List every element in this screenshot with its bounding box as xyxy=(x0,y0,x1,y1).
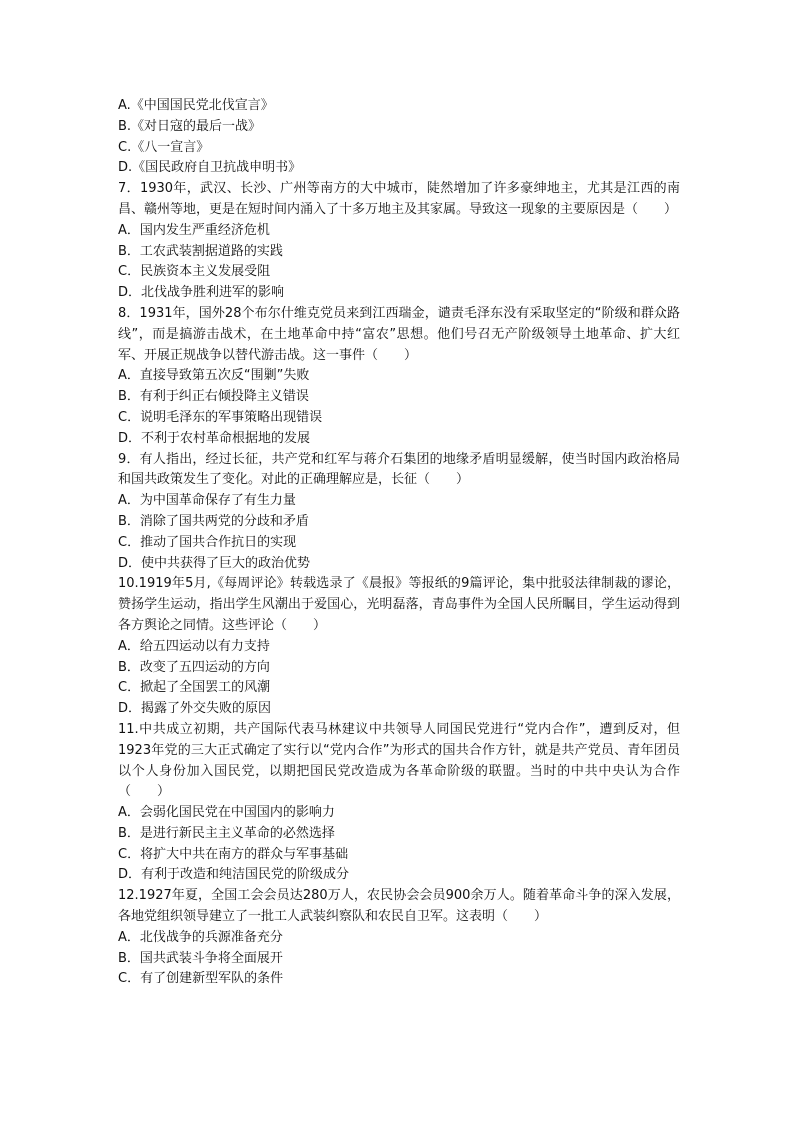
option-b: B.《对日寇的最后一战》 xyxy=(118,118,262,134)
option-b: B．是进行新民主主义革命的必然选择 xyxy=(118,825,335,841)
option-b: B．改变了五四运动的方向 xyxy=(118,659,270,675)
option-b: B．消除了国共两党的分歧和矛盾 xyxy=(118,513,309,529)
option-d: D．揭露了外交失败的原因 xyxy=(118,701,272,717)
question-7 xyxy=(118,179,680,304)
question-stem: 9．有人指出，经过长征，共产党和红军与蒋介石集团的地缘矛盾明显缓解，使当时国内政治格局和国共政策发生了变化。对此的正确理解应是，长征（ ） xyxy=(118,451,680,488)
option-c: C．有了创建新型军队的条件 xyxy=(118,971,284,987)
option-c: C．推动了国共合作抗日的实现 xyxy=(118,534,297,550)
option-d: D.《国民政府自卫抗战申明书》 xyxy=(118,160,302,176)
option-a: A.《中国国民党北伐宣言》 xyxy=(118,98,274,113)
option-a: A．国内发生严重经济危机 xyxy=(118,222,270,238)
option-d: D．使中共获得了巨大的政治优势 xyxy=(118,555,311,571)
option-c: C．民族资本主义发展受阻 xyxy=(118,264,271,280)
question-8 xyxy=(118,304,680,450)
prev-options xyxy=(118,96,680,179)
question-stem: 10.1919年5月,《每周评论》转载选录了《晨报》等报纸的9篇评论，集中批驳法律制裁的谬论，赞扬学生运动，指出学生风潮出于爱国心，光明磊落，青岛事件为全国人民所瞩目，学生运动得到各方舆论之同情。这些评论（ ） xyxy=(118,576,680,633)
option-b: B．工农武装割据道路的实践 xyxy=(118,243,283,259)
option-b: B．国共武装斗争将全面展开 xyxy=(118,950,283,966)
option-d: D．有利于改造和纯洁国民党的阶级成分 xyxy=(118,867,350,883)
option-a: A．为中国革命保存了有生力量 xyxy=(118,493,296,509)
question-9 xyxy=(118,450,680,575)
question-stem: 7．1930年，武汉、长沙、广州等南方的大中城市，陡然增加了许多豪绅地主，尤其是江西的南昌、赣州等地，更是在短时间内涌入了十多万地主及其家属。导致这一现象的主要原因是（ ） xyxy=(118,181,680,217)
option-c: C．将扩大中共在南方的群众与军事基础 xyxy=(118,846,349,862)
exam-page xyxy=(118,96,680,990)
question-10 xyxy=(118,574,680,720)
question-stem: 8．1931年，国外28个布尔什维克党员来到江西瑞金，谴责毛泽东没有采取坚定的“阶级和群众路线”，而是搞游击战术，在土地革命中持“富农”思想。他们号召无产阶级领导土地革命、扩大红军、开展正规战争以替代游击战。这一事件（ ） xyxy=(118,305,680,363)
question-stem: 12.1927年夏，全国工会会员达280万人，农民协会会员900余万人。随着革命斗争的深入发展，各地党组织领导建立了一批工人武装纠察队和农民自卫军。这表明（ ） xyxy=(118,888,680,925)
option-a: A．直接导致第五次反“围剿”失败 xyxy=(118,368,310,384)
option-b: B．有利于纠正右倾投降主义错误 xyxy=(118,389,309,405)
option-a: A．给五四运动以有力支持 xyxy=(118,638,270,654)
question-stem: 11.中共成立初期，共产国际代表马林建议中共领导人同国民党进行“党内合作”，遭到反对，但1923年党的三大正式确定了实行以“党内合作”为形式的国共合作方针，就是共产党员、青年团员以个人身份加入国民党，以期把国民党改造成为各革命阶级的联盟。当时的中共中央认为合作（ ） xyxy=(118,721,680,800)
option-a: A．会弱化国民党在中国国内的影响力 xyxy=(118,805,335,821)
option-d: D．北伐战争胜利进军的影响 xyxy=(118,285,285,301)
option-c: C．说明毛泽东的军事策略出现错误 xyxy=(118,409,323,425)
question-12 xyxy=(118,886,680,990)
option-c: C．掀起了全国罢工的风潮 xyxy=(118,680,271,696)
option-a: A．北伐战争的兵源准备充分 xyxy=(118,929,283,945)
option-d: D．不利于农村革命根据地的发展 xyxy=(118,430,311,446)
question-11 xyxy=(118,720,680,886)
option-c: C.《八一宣言》 xyxy=(118,139,210,155)
